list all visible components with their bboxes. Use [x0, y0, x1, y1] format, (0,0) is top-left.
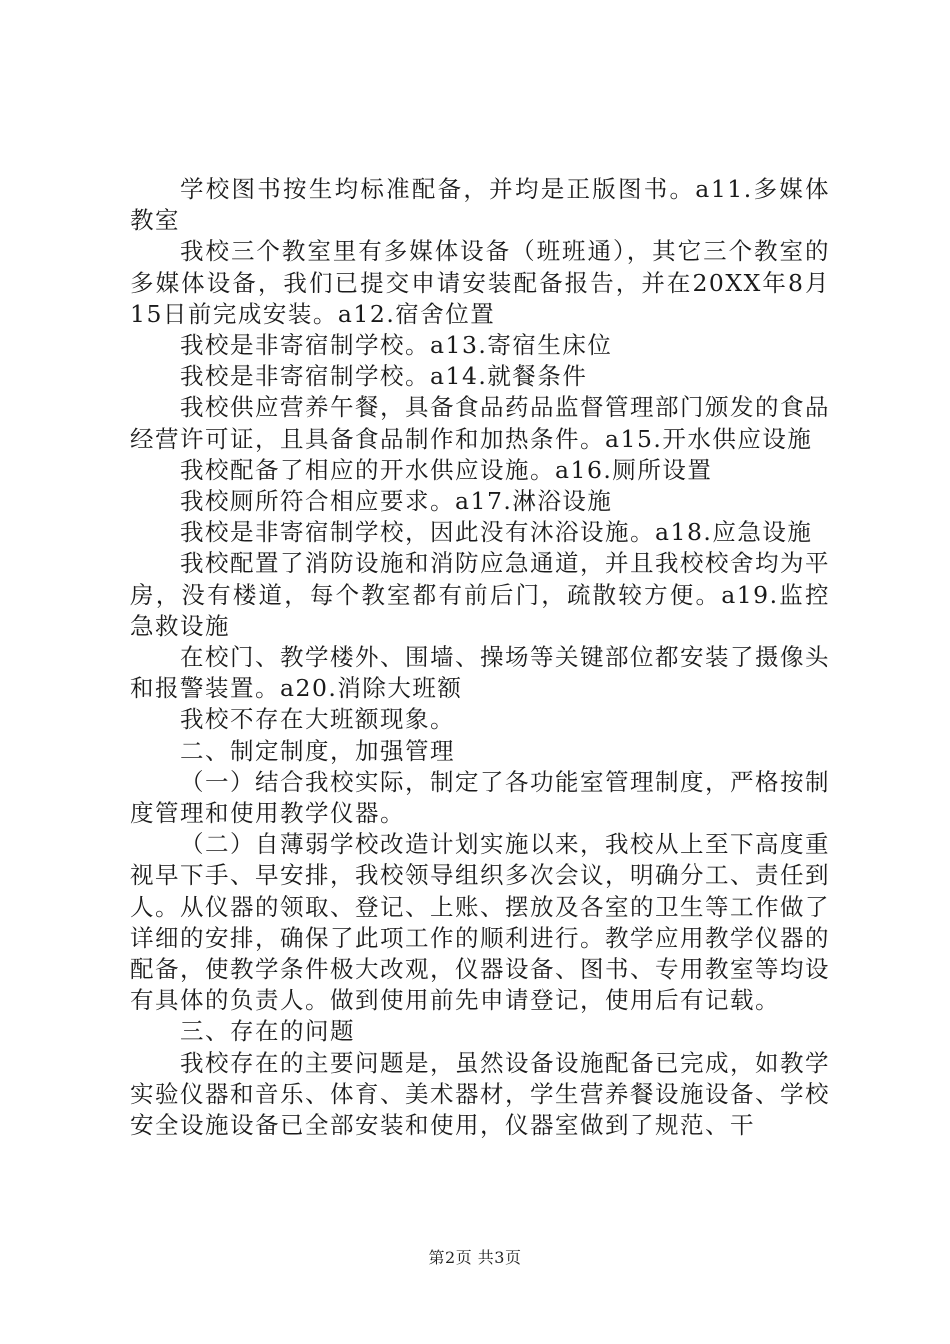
paragraph: 我校厕所符合相应要求。a17.淋浴设施	[180, 487, 613, 516]
paragraph: 学校图书按生均标准配备，并均是正版图书。a11.多媒体教室	[130, 175, 830, 235]
paragraph: （二）自薄弱学校改造计划实施以来，我校从上至下高度重视早下手、早安排，我校领导组织多次会议，明确分工、责任到人。从仪器的领取、登记、上账、摆放及各室的卫生等工作做了详细的安排，确保了此项工作的顺利进行。教学应用教学仪器的配备，使教学条件极大改观，仪器设备、图书、专用教室等均设有具体的负责人。做到使用前先申请登记，使用后有记载。	[130, 830, 830, 1015]
paragraph: 我校是非寄宿制学校，因此没有沐浴设施。a18.应急设施	[180, 518, 813, 547]
section-heading: 二、制定制度，加强管理	[180, 736, 455, 765]
paragraph: 我校配备了相应的开水供应设施。a16.厕所设置	[180, 455, 713, 484]
document-body	[130, 174, 830, 1141]
paragraph: 我校三个教室里有多媒体设备（班班通），其它三个教室的多媒体设备，我们已提交申请安装配备报告，并在20XX年8月15日前完成安装。a12.宿舍位置	[130, 237, 830, 328]
paragraph: 我校供应营养午餐，具备食品药品监督管理部门颁发的食品经营许可证，且具备食品制作和加热条件。a15.开水供应设施	[130, 393, 830, 453]
paragraph: 我校配置了消防设施和消防应急通道，并且我校校舍均为平房，没有楼道，每个教室都有前后门，疏散较方便。a19.监控急救设施	[130, 549, 830, 640]
paragraph: 我校是非寄宿制学校。a13.寄宿生床位	[180, 331, 613, 360]
paragraph: 我校是非寄宿制学校。a14.就餐条件	[180, 362, 588, 391]
paragraph: 我校存在的主要问题是，虽然设备设施配备已完成，如教学实验仪器和音乐、体育、美术器材，学生营养餐设施设备、学校安全设施设备已全部安装和使用，仪器室做到了规范、干	[130, 1048, 830, 1140]
page-footer: 第2页 共3页	[428, 1248, 522, 1267]
section-heading: 三、存在的问题	[180, 1017, 355, 1046]
paragraph: 在校门、教学楼外、围墙、操场等关键部位都安装了摄像头和报警装置。a20.消除大班额	[130, 643, 830, 703]
paragraph: 我校不存在大班额现象。	[180, 705, 455, 734]
paragraph: （一）结合我校实际，制定了各功能室管理制度，严格按制度管理和使用教学仪器。	[130, 767, 830, 828]
